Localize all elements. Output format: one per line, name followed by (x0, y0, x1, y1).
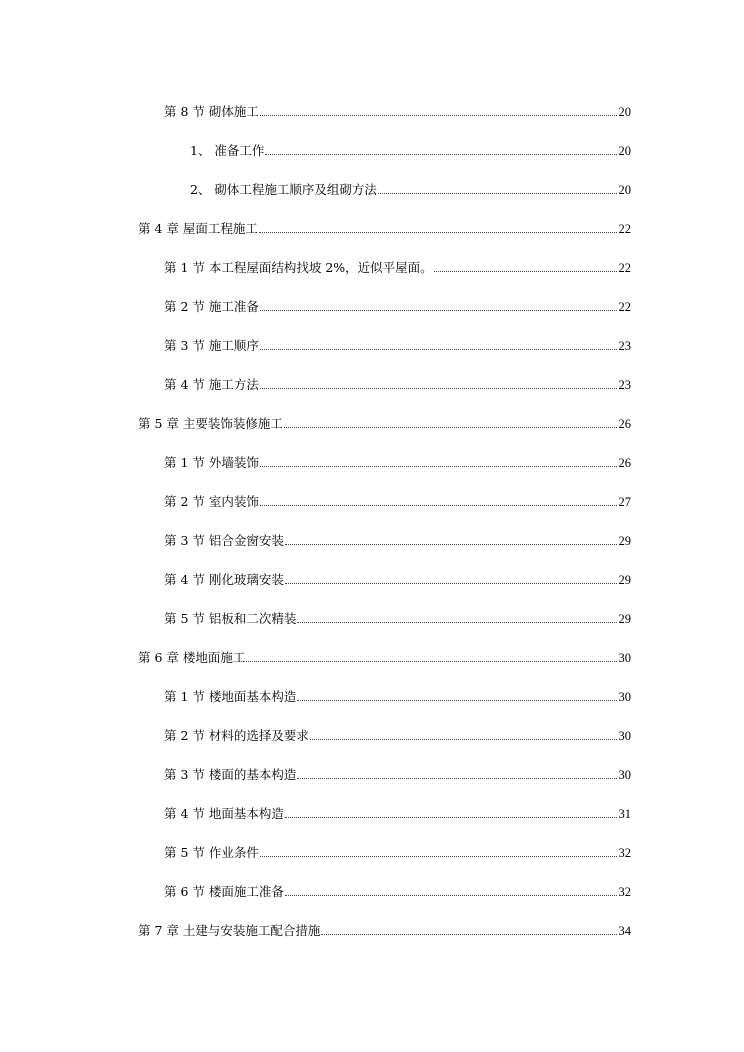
toc-entry-label: 第 5 章 主要装饰装修施工 (138, 416, 283, 431)
toc-entry-label: 第 4 节 地面基本构造 (164, 806, 284, 821)
dot-leader (260, 387, 617, 389)
dot-leader (284, 426, 617, 428)
toc-entry[interactable] (164, 841, 631, 861)
dot-leader (378, 192, 617, 194)
toc-entry-label: 第 2 节 室内装饰 (164, 494, 259, 509)
toc-entry-label: 第 3 节 铝合金窗安装 (164, 533, 284, 548)
toc-entry-page: 32 (618, 846, 631, 860)
toc-entry[interactable] (190, 178, 631, 198)
toc-entry-page: 30 (618, 768, 631, 782)
toc-entry[interactable] (164, 568, 631, 588)
toc-entry-label: 第 3 节 施工顺序 (164, 338, 259, 353)
dot-leader (434, 270, 617, 272)
toc-entry-page: 22 (618, 222, 631, 236)
toc-entry-label: 第 4 节 刚化玻璃安装 (164, 572, 284, 587)
toc-entry[interactable] (138, 919, 631, 939)
toc-entry-page: 26 (618, 456, 631, 470)
toc-entry-label: 第 7 章 土建与安装施工配合措施 (138, 923, 321, 938)
dot-leader (285, 816, 617, 818)
toc-entry-label: 第 5 节 铝板和二次精装 (164, 611, 297, 626)
toc-entry-page: 29 (618, 534, 631, 548)
toc-entry[interactable] (164, 100, 631, 120)
toc-entry[interactable] (164, 334, 631, 354)
dot-leader (265, 153, 616, 155)
toc-entry-page: 34 (618, 924, 631, 938)
toc-entry-label: 第 2 节 施工准备 (164, 299, 259, 314)
dot-leader (260, 309, 617, 311)
dot-leader (321, 933, 616, 935)
toc-entry[interactable] (164, 529, 631, 549)
dot-leader (260, 114, 617, 116)
toc-entry-page: 30 (618, 690, 631, 704)
toc-entry[interactable] (164, 763, 631, 783)
dot-leader (260, 348, 617, 350)
toc-entry-page: 31 (618, 807, 631, 821)
toc-entry-page: 22 (618, 261, 631, 275)
toc-entry[interactable] (138, 217, 631, 237)
toc-entry-label: 第 1 节 本工程屋面结构找坡 2%，近似平屋面。 (164, 260, 433, 275)
toc-entry-page: 23 (618, 339, 631, 353)
toc-entry[interactable] (138, 646, 631, 666)
toc-entry[interactable] (164, 685, 631, 705)
toc-entry[interactable] (138, 412, 631, 432)
toc-entry-label: 第 1 节 楼地面基本构造 (164, 689, 297, 704)
toc-entry-page: 20 (618, 183, 631, 197)
toc-entry-page: 20 (618, 105, 631, 119)
toc-entry[interactable] (164, 802, 631, 822)
toc-entry[interactable] (164, 373, 631, 393)
dot-leader (260, 855, 617, 857)
toc-entry-label: 2、 砌体工程施工顺序及组砌方法 (190, 182, 377, 197)
toc-entry-page: 30 (618, 651, 631, 665)
toc-entry-label: 1、 准备工作 (190, 143, 265, 158)
toc-entry[interactable] (164, 880, 631, 900)
dot-leader (260, 504, 617, 506)
toc-entry-label: 第 2 节 材料的选择及要求 (164, 728, 309, 743)
toc-entry-label: 第 8 节 砌体施工 (164, 104, 259, 119)
dot-leader (285, 543, 617, 545)
toc-entry[interactable] (164, 451, 631, 471)
dot-leader (297, 777, 616, 779)
toc-entry-label: 第 6 章 楼地面施工 (138, 650, 246, 665)
dot-leader (297, 621, 616, 623)
toc-entry[interactable] (164, 490, 631, 510)
toc-entry-label: 第 5 节 作业条件 (164, 845, 259, 860)
dot-leader (259, 231, 617, 233)
toc-entry-label: 第 4 节 施工方法 (164, 377, 259, 392)
toc-entry-page: 29 (618, 573, 631, 587)
toc-entry-page: 22 (618, 300, 631, 314)
toc-entry-page: 29 (618, 612, 631, 626)
toc-entry-page: 32 (618, 885, 631, 899)
dot-leader (260, 465, 617, 467)
toc-entry-label: 第 3 节 楼面的基本构造 (164, 767, 297, 782)
toc-entry-page: 20 (618, 144, 631, 158)
toc-entry[interactable] (164, 295, 631, 315)
dot-leader (297, 699, 616, 701)
dot-leader (310, 738, 617, 740)
toc-entry[interactable] (164, 724, 631, 744)
toc-entry[interactable] (164, 607, 631, 627)
toc-entry-page: 27 (618, 495, 631, 509)
dot-leader (285, 894, 617, 896)
toc-entry[interactable] (190, 139, 631, 159)
dot-leader (285, 582, 617, 584)
toc-entry-label: 第 1 节 外墙装饰 (164, 455, 259, 470)
toc-entry-label: 第 4 章 屋面工程施工 (138, 221, 258, 236)
dot-leader (246, 660, 616, 662)
toc-entry-page: 26 (618, 417, 631, 431)
toc-entry-page: 30 (618, 729, 631, 743)
toc-entry-page: 23 (618, 378, 631, 392)
toc-entry-label: 第 6 节 楼面施工准备 (164, 884, 284, 899)
toc-entry[interactable] (164, 256, 631, 276)
